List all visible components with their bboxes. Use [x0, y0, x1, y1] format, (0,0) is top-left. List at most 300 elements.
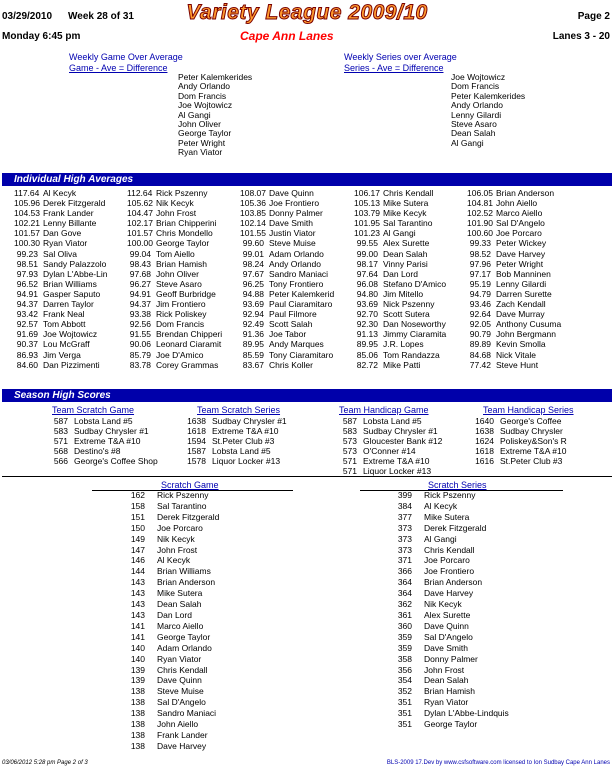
average-value: 94.79: [469, 288, 491, 299]
average-value: 92.64: [469, 309, 491, 320]
bowler-name: Kevin Smolla: [496, 339, 546, 350]
average-value: 97.68: [129, 268, 151, 279]
high-average-row: [127, 228, 222, 238]
entry-name: Nik Kecyk: [424, 599, 462, 610]
score-value: 360: [397, 620, 412, 631]
high-average-row: [127, 269, 222, 279]
high-average-row: [240, 299, 334, 309]
high-average-row: [354, 289, 446, 299]
weekly-bowler: Andy Orlando: [178, 81, 230, 92]
high-average-row: [14, 228, 107, 238]
entry-name: Extreme T&A #10: [363, 456, 430, 467]
entry-name: George Taylor: [424, 719, 478, 730]
average-value: 104.81: [467, 198, 493, 209]
bowler-name: Joe Porcaro: [496, 228, 542, 239]
entry-name: Dave Quinn: [157, 675, 202, 686]
score-value: 362: [397, 599, 412, 610]
high-average-row: [240, 188, 334, 198]
high-average-row: [354, 259, 446, 269]
entry-name: Brian Hamish: [424, 686, 476, 697]
average-value: 100.60: [467, 228, 493, 239]
high-average-row: [127, 350, 222, 360]
bowler-name: Alex Surette: [383, 238, 430, 249]
team-score-row: [48, 416, 158, 426]
average-value: 91.36: [242, 329, 264, 340]
high-average-row: [14, 208, 107, 218]
bowler-name: Sal Oliva: [43, 248, 78, 259]
bowler-name: Corey Grammas: [156, 359, 219, 370]
entry-name: Steve Muise: [157, 686, 204, 697]
score-value: 583: [342, 426, 357, 437]
high-average-row: [240, 238, 334, 248]
score-value: 573: [342, 436, 357, 447]
high-average-row: [240, 350, 334, 360]
average-value: 99.01: [242, 248, 264, 259]
high-average-row: [14, 319, 107, 329]
average-value: 92.05: [469, 319, 491, 330]
bowler-name: Tom Abbott: [43, 319, 86, 330]
average-value: 94.91: [16, 288, 38, 299]
high-average-row: [467, 289, 561, 299]
high-average-row: [467, 339, 561, 349]
team-score-row: [186, 416, 287, 426]
average-value: 99.60: [242, 238, 264, 249]
bowler-name: Al Kecyk: [43, 188, 77, 198]
average-value: 106.17: [354, 188, 380, 198]
average-value: 98.24: [242, 258, 264, 269]
average-value: 98.43: [129, 258, 151, 269]
weekly-bowler: Peter Kalemkerides: [451, 90, 526, 101]
average-value: 108.07: [240, 188, 266, 198]
high-average-row: [354, 339, 446, 349]
average-value: 90.79: [469, 329, 491, 340]
entry-name: St.Peter Club #3: [212, 436, 275, 447]
score-value: 359: [397, 631, 412, 642]
average-value: 92.30: [356, 319, 378, 330]
scratch-score-row: [390, 632, 509, 643]
scratch-score-row: [390, 577, 509, 588]
score-value: 366: [397, 566, 412, 577]
average-value: 99.00: [356, 248, 378, 259]
weekly-game-title: Weekly Game Over Average: [69, 52, 183, 62]
weekly-bowler: Lenny Gilardi: [451, 109, 502, 120]
bowler-name: Bob Manninen: [496, 268, 551, 279]
score-value: 158: [130, 500, 145, 511]
bowler-name: Mike Patti: [383, 359, 421, 370]
high-average-row: [354, 279, 446, 289]
high-average-row: [354, 228, 446, 238]
high-average-row: [467, 238, 561, 248]
entry-name: Gloucester Bank #12: [363, 436, 443, 447]
bowler-name: Chris Mondello: [156, 228, 213, 239]
entry-name: Sudbay Chrysler #1: [363, 426, 438, 437]
entry-name: Brian Anderson: [157, 577, 216, 588]
score-value: 1638: [187, 416, 206, 426]
bowler-name: Marco Aiello: [496, 208, 543, 219]
bowler-name: John Frost: [156, 208, 197, 219]
average-value: 93.38: [129, 309, 151, 320]
entry-name: Dan Lord: [157, 609, 192, 620]
bowler-name: Joe Wojtowicz: [43, 329, 98, 340]
high-average-row: [14, 198, 107, 208]
high-average-row: [14, 350, 107, 360]
team-score-row: [474, 456, 567, 466]
team-score-row: [337, 446, 442, 456]
team-score-row: [186, 456, 287, 466]
footer-right: BLS-2009 17.Dev by www.csfsoftware.com licensed to Ion Sudbay Cape Ann Lanes: [386, 760, 610, 766]
high-average-row: [354, 329, 446, 339]
bowler-name: John Oliver: [156, 268, 199, 279]
scratch-score-row: [123, 741, 219, 752]
scratch-score-row: [123, 708, 219, 719]
average-value: 102.14: [240, 218, 266, 229]
high-average-row: [240, 228, 334, 238]
bowler-name: Tom Randazza: [383, 349, 440, 360]
bowler-name: Dave Quinn: [269, 188, 314, 198]
scratch-score-row: [123, 577, 219, 588]
team-score-row: [48, 426, 158, 436]
average-value: 99.04: [129, 248, 151, 259]
high-average-row: [127, 249, 222, 259]
bowler-name: John Aiello: [496, 198, 538, 209]
team-scratch-series-list: [186, 416, 287, 466]
entry-name: Al Kecyk: [157, 555, 191, 566]
high-average-column: [127, 188, 222, 370]
scratch-score-row: [390, 490, 509, 501]
score-value: 364: [397, 588, 412, 599]
team-score-row: [337, 436, 442, 446]
high-average-row: [14, 279, 107, 289]
scratch-score-row: [123, 534, 219, 545]
bowler-name: Lenny Gilardi: [496, 278, 547, 289]
scratch-score-row: [123, 730, 219, 741]
score-value: 138: [130, 708, 145, 719]
entry-name: Dean Salah: [424, 675, 469, 686]
average-value: 100.30: [14, 238, 40, 249]
high-average-row: [240, 319, 334, 329]
scratch-game-list: [123, 490, 219, 752]
bowler-name: Brian Hamish: [156, 258, 208, 269]
score-value: 149: [130, 533, 145, 544]
bowler-name: Brian Chipperini: [156, 218, 217, 229]
score-value: 147: [130, 544, 145, 555]
bowler-name: Gasper Saputo: [43, 288, 101, 299]
high-average-row: [467, 269, 561, 279]
scratch-score-row: [123, 643, 219, 654]
high-average-row: [240, 279, 334, 289]
high-average-row: [467, 299, 561, 309]
average-value: 117.64: [14, 188, 40, 198]
weekly-series-title: Weekly Series over Average: [344, 52, 457, 62]
score-value: 1578: [187, 456, 206, 467]
average-value: 93.42: [16, 309, 38, 320]
weekly-bowler: Joe Wojtowicz: [178, 100, 233, 111]
weekly-bowler: Peter Wright: [178, 137, 226, 148]
entry-name: John Frost: [157, 544, 198, 555]
high-average-row: [240, 360, 334, 370]
high-average-row: [127, 289, 222, 299]
bowler-name: Peter Wickey: [496, 238, 547, 249]
high-average-row: [240, 198, 334, 208]
entry-name: Brian Anderson: [424, 577, 483, 588]
score-value: 143: [130, 599, 145, 610]
team-score-row: [337, 456, 442, 466]
average-value: 95.19: [469, 278, 491, 289]
entry-name: Liquor Locker #13: [212, 456, 281, 467]
entry-name: Mike Sutera: [157, 588, 203, 599]
high-average-row: [127, 279, 222, 289]
week-label: Week 28 of 31: [68, 11, 134, 22]
score-value: 1618: [187, 426, 206, 437]
average-value: 85.79: [129, 349, 151, 360]
bowler-name: Tony Ciaramitaro: [269, 349, 334, 360]
team-score-row: [186, 436, 287, 446]
season-high-header: Season High Scores: [2, 389, 612, 402]
scratch-score-row: [123, 719, 219, 730]
high-average-row: [127, 299, 222, 309]
entry-name: Marco Aiello: [157, 620, 204, 631]
high-average-row: [14, 188, 107, 198]
score-value: 1640: [475, 416, 494, 426]
score-value: 138: [130, 740, 145, 751]
entry-name: Sal D'Angelo: [157, 697, 206, 708]
average-value: 92.94: [242, 309, 264, 320]
entry-name: Lobsta Land #5: [74, 416, 133, 426]
scratch-score-row: [390, 512, 509, 523]
bowler-name: Nik Kecyk: [156, 198, 194, 209]
score-value: 377: [397, 511, 412, 522]
average-value: 103.79: [354, 208, 380, 219]
bowler-name: George Taylor: [156, 238, 210, 249]
weekly-bowler: John Oliver: [178, 119, 221, 129]
entry-name: John Frost: [424, 664, 465, 675]
entry-name: Joe Porcaro: [157, 522, 203, 533]
score-value: 140: [130, 653, 145, 664]
score-value: 354: [397, 675, 412, 686]
entry-name: Mike Sutera: [424, 511, 470, 522]
average-value: 104.47: [127, 208, 153, 219]
team-score-row: [48, 446, 158, 456]
scratch-score-row: [390, 534, 509, 545]
entry-name: Chris Kendall: [157, 664, 208, 675]
high-average-row: [14, 249, 107, 259]
entry-name: George's Coffee: [500, 416, 562, 426]
bowler-name: Brian Anderson: [496, 188, 555, 198]
bowler-name: Dean Salah: [383, 248, 428, 259]
score-value: 151: [130, 511, 145, 522]
bowler-name: Rick Pszenny: [156, 188, 208, 198]
average-value: 97.64: [356, 268, 378, 279]
average-value: 101.57: [127, 228, 153, 239]
entry-name: George Taylor: [157, 631, 211, 642]
team-score-row: [48, 456, 158, 466]
average-value: 92.70: [356, 309, 378, 320]
bowler-name: Al Gangi: [383, 228, 416, 239]
high-average-row: [240, 309, 334, 319]
high-average-row: [127, 339, 222, 349]
entry-name: Rick Pszenny: [424, 490, 476, 500]
bowler-name: Mike Kecyk: [383, 208, 427, 219]
high-average-column: [240, 188, 334, 370]
team-score-row: [337, 426, 442, 436]
average-value: 94.88: [242, 288, 264, 299]
high-average-row: [240, 329, 334, 339]
average-value: 94.91: [129, 288, 151, 299]
average-value: 91.13: [356, 329, 378, 340]
team-score-row: [48, 436, 158, 446]
scratch-score-row: [390, 588, 509, 599]
scratch-score-row: [390, 643, 509, 654]
scratch-score-row: [123, 566, 219, 577]
bowler-name: Chris Koller: [269, 359, 313, 370]
bowler-name: Tony Frontiero: [269, 278, 324, 289]
entry-name: Al Kecyk: [424, 500, 458, 511]
scratch-score-row: [390, 675, 509, 686]
score-value: 146: [130, 555, 145, 566]
entry-name: Lobsta Land #5: [212, 446, 271, 457]
score-value: 373: [397, 533, 412, 544]
high-average-row: [467, 360, 561, 370]
weekly-bowler: Al Gangi: [451, 137, 484, 148]
bowler-name: Sandro Maniaci: [269, 268, 329, 279]
high-average-row: [354, 238, 446, 248]
team-scratch-series-title: Team Scratch Series: [197, 405, 281, 415]
bowler-name: Paul Filmore: [269, 309, 317, 320]
bowler-name: Scott Salah: [269, 319, 313, 330]
scratch-score-row: [123, 675, 219, 686]
high-average-row: [14, 339, 107, 349]
high-average-row: [14, 289, 107, 299]
entry-name: George's Coffee Shop: [74, 456, 158, 467]
bowler-name: Steve Muise: [269, 238, 316, 249]
score-value: 143: [130, 609, 145, 620]
high-average-row: [467, 228, 561, 238]
bowler-name: Sal D'Angelo: [496, 218, 545, 229]
scratch-score-row: [390, 501, 509, 512]
average-value: 83.78: [129, 359, 151, 370]
team-score-row: [186, 426, 287, 436]
weekly-series-subtitle: Series - Ave = Difference: [344, 63, 444, 73]
entry-name: Derek Fitzgerald: [157, 511, 220, 522]
footer-left: 03/06/2012 5:28 pm Page 2 of 3: [2, 760, 88, 766]
average-value: 99.33: [469, 238, 491, 249]
bowler-name: Anthony Cusuma: [496, 319, 562, 330]
high-average-row: [127, 309, 222, 319]
score-value: 358: [397, 653, 412, 664]
bowler-name: Justin Viator: [269, 228, 316, 239]
scratch-series-list: [390, 490, 509, 730]
average-value: 96.27: [129, 278, 151, 289]
scratch-score-row: [390, 719, 509, 730]
high-average-row: [14, 238, 107, 248]
average-value: 101.55: [240, 228, 266, 239]
high-average-row: [354, 269, 446, 279]
entry-name: Brian Williams: [157, 566, 211, 577]
average-value: 103.85: [240, 208, 266, 219]
score-value: 371: [397, 555, 412, 566]
page-number: Page 2: [577, 11, 610, 22]
team-scratch-game-title: Team Scratch Game: [52, 405, 135, 415]
scratch-score-row: [123, 588, 219, 599]
average-value: 104.53: [14, 208, 40, 219]
high-average-row: [127, 218, 222, 228]
high-average-row: [240, 339, 334, 349]
scratch-score-row: [390, 599, 509, 610]
entry-name: Sandro Maniaci: [157, 708, 217, 719]
high-average-row: [14, 329, 107, 339]
average-value: 101.57: [14, 228, 40, 239]
average-value: 94.80: [356, 288, 378, 299]
average-value: 90.06: [129, 339, 151, 350]
high-average-row: [127, 259, 222, 269]
high-average-row: [240, 249, 334, 259]
team-score-row: [474, 446, 567, 456]
divider: [2, 476, 612, 477]
average-value: 89.95: [242, 339, 264, 350]
bowler-name: Dan Lord: [383, 268, 418, 279]
average-value: 97.93: [16, 268, 38, 279]
score-value: 1616: [475, 456, 494, 467]
bowler-name: Nick Pszenny: [383, 299, 435, 310]
bowler-name: Darren Taylor: [43, 299, 94, 310]
high-average-row: [240, 208, 334, 218]
average-value: 85.59: [242, 349, 264, 360]
average-value: 94.37: [16, 299, 38, 310]
bowler-name: Lenny Billante: [43, 218, 97, 229]
bowler-name: Darren Surette: [496, 288, 552, 299]
entry-name: John Aiello: [157, 719, 199, 730]
high-average-row: [127, 208, 222, 218]
high-average-row: [14, 218, 107, 228]
high-average-row: [127, 198, 222, 208]
average-value: 91.69: [16, 329, 38, 340]
score-value: 141: [130, 620, 145, 631]
entry-name: Sudbay Chrysler: [500, 426, 563, 437]
average-value: 105.13: [354, 198, 380, 209]
bowler-name: Frank Lander: [43, 208, 94, 219]
lanes-range: Lanes 3 - 20: [552, 31, 610, 42]
bowler-name: Dan Noseworthy: [383, 319, 446, 330]
entry-name: Ryan Viator: [157, 653, 202, 664]
average-value: 89.89: [469, 339, 491, 350]
score-value: 351: [397, 719, 412, 730]
average-value: 96.08: [356, 278, 378, 289]
bowler-name: Stefano D'Amico: [383, 278, 447, 289]
bowler-name: Joe Tabor: [269, 329, 307, 340]
score-value: 566: [53, 456, 68, 467]
weekly-bowler: Dom Francis: [451, 81, 500, 92]
bowler-name: Adam Orlando: [269, 248, 324, 259]
bowler-name: Dylan L'Abbe-Lin: [43, 268, 108, 279]
high-average-row: [127, 360, 222, 370]
score-value: 138: [130, 686, 145, 697]
score-value: 352: [397, 686, 412, 697]
team-score-row: [474, 426, 567, 436]
average-value: 98.17: [356, 258, 378, 269]
entry-name: Alex Surette: [424, 609, 471, 620]
bowler-name: Andy Marques: [269, 339, 324, 350]
scratch-score-row: [123, 555, 219, 566]
average-value: 106.05: [467, 188, 493, 198]
scratch-score-row: [390, 523, 509, 534]
high-average-column: [354, 188, 446, 370]
entry-name: St.Peter Club #3: [500, 456, 563, 467]
average-value: 99.23: [16, 248, 38, 259]
entry-name: Dean Salah: [157, 599, 202, 610]
high-average-row: [240, 289, 334, 299]
high-average-column: [14, 188, 107, 370]
average-value: 101.95: [354, 218, 380, 229]
